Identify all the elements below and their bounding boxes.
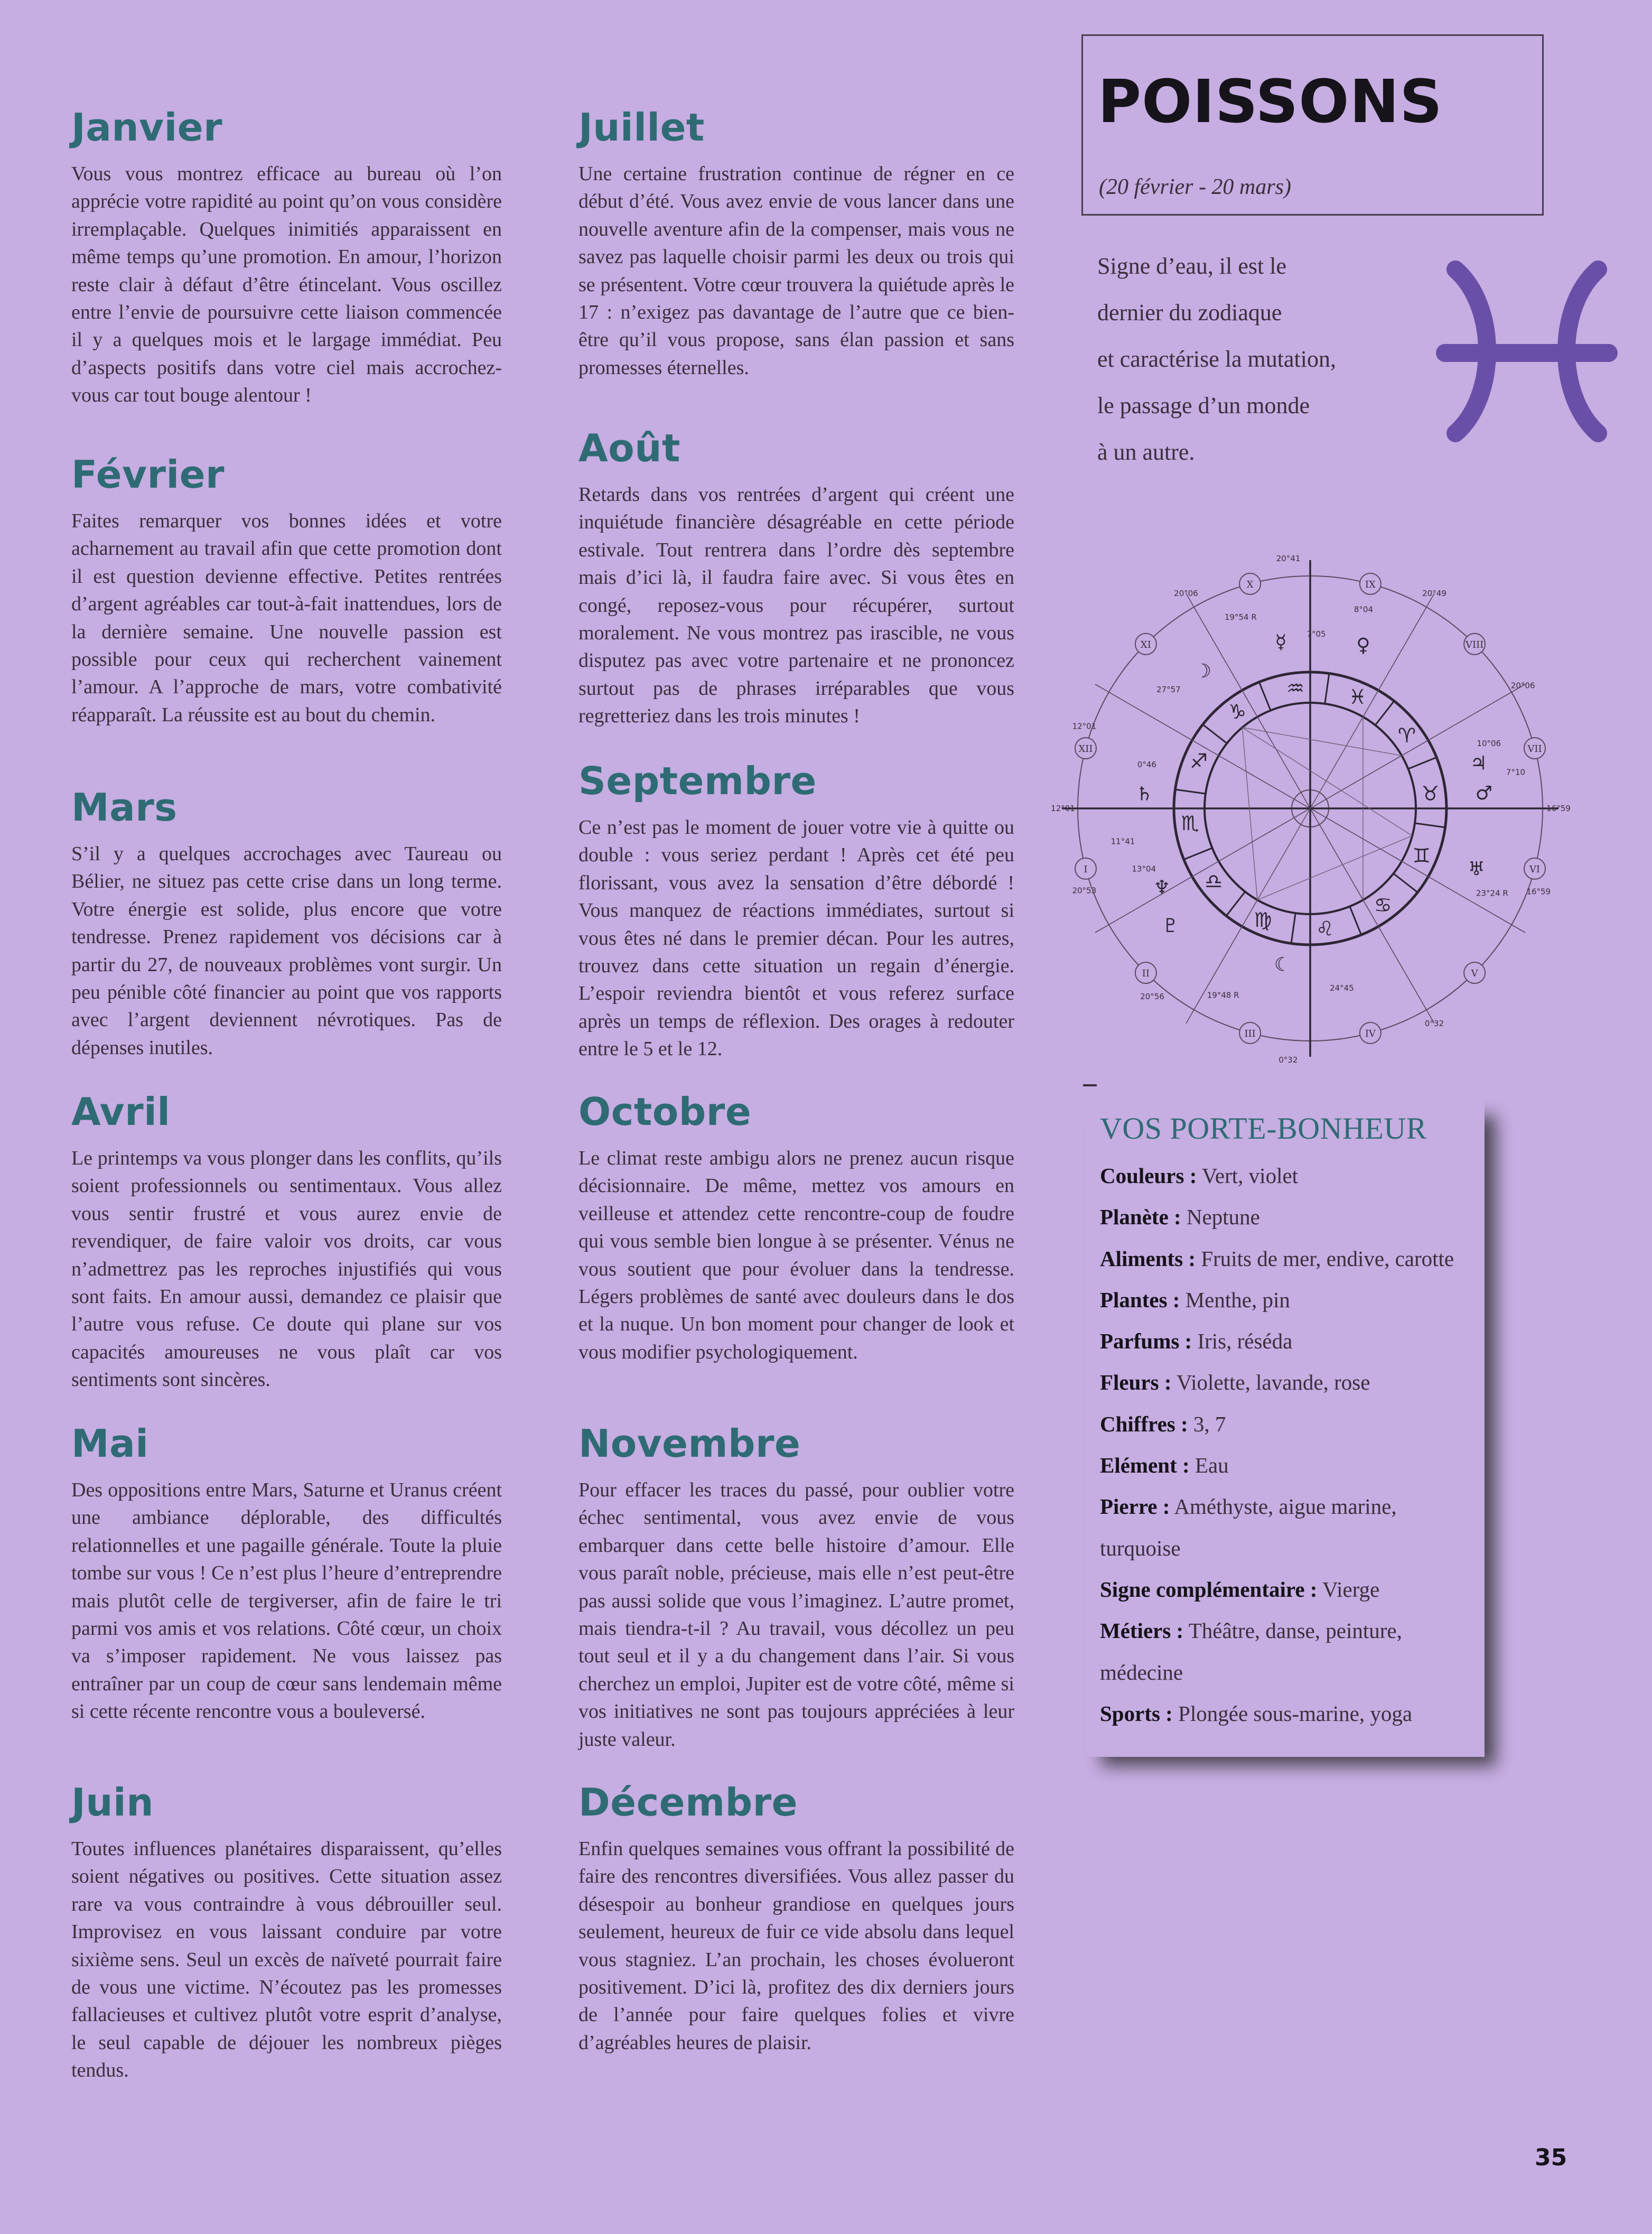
capricorn-icon: ♑	[1228, 700, 1247, 724]
month-title: Décembre	[578, 1780, 798, 1825]
degree-label: 8°04	[1354, 604, 1374, 615]
sign-divider	[1350, 906, 1361, 935]
degree-label: 10°06	[1477, 738, 1501, 748]
intro-line: et caractérise la mutation,	[1097, 346, 1336, 372]
house-number: VIII	[1465, 639, 1484, 650]
month-octobre	[578, 1090, 1014, 1366]
sign-divider	[1415, 823, 1445, 827]
degree-label: 12°01	[1051, 804, 1075, 813]
leo-icon: ♌	[1315, 917, 1334, 941]
month-text: Des oppositions entre Mars, Saturne et Uranus créent une ambiance déplorable, des difficultés relationnelles et une pagaille générale. Toute la pluie tombe sur vous ! Ce n’est plus l’heure d’entreprendre mais plutôt celle de tergiverser, afin de faire le tri parmi vos amis et vos relations. Côté cœur, un choix va s’imposer rapidement. Ne vous laissez pas entraîner par un coup de cœur sans lendemain même si cette récente rencontre vous a bouleversé.	[71, 1479, 502, 1723]
lucky-item	[1100, 1610, 1485, 1651]
month-text: Retards dans vos rentrées d’argent qui créent une inquiétude financière désagréable en cette période estivale. Tout rentrera dans l’ordre dès septembre mais d’ici là, il faudra faire avec. Si vous êtes en congé, reposez-vous pour récupérer, surtout moralement. Ne vous montrez pas irascible, ne vous disputez pas avec votre partenaire et ne prononcez surtout pas de phrases irréparables que vous regretteriez dans les trois minutes !	[578, 483, 1014, 728]
month-juillet	[578, 105, 1014, 381]
month-title: Février	[71, 452, 225, 497]
lucky-item-label: Couleurs :	[1100, 1163, 1197, 1188]
degree-label: 12°01	[1072, 721, 1097, 731]
taurus-icon: ♉	[1421, 782, 1440, 806]
lucky-item	[1100, 1362, 1485, 1403]
lucky-item	[1100, 1445, 1485, 1486]
aspect-line	[1257, 836, 1412, 900]
month-title: Mars	[71, 785, 178, 830]
lucky-item	[1100, 1279, 1485, 1320]
month-text: Pour effacer les traces du passé, pour oublier votre échec sentimental, vous avez envie de vous embarquer dans cette belle histoire d’amour. Elle vous paraît noble, précieuse, mais elle n’est peut-être pas aussi solide que vous l’imaginez. L’autre promet, mais tiendra-t-il ? Au travail, vous décollez un peu tout seul et il y a du changement dans l’air. Si vous cherchez un emploi, Jupiter est de votre côté, même si vos initiatives ne sont pas toujours appréciées à leur juste valeur.	[578, 1479, 1014, 1751]
intro-line: dernier du zodiaque	[1097, 300, 1282, 325]
sign-divider	[1394, 873, 1418, 892]
month-text: Toutes influences planétaires disparaissent, qu’elles soient négatives ou positives. Cette situation assez rare va vous contraindre à vous débrouiller seul. Improvisez en vous laissant conduire par votre sixième sens. Seul un excès de naïveté pourrait faire de vous une victime. N’écoutez pas les promesses fallacieuses et cultivez plutôt votre esprit d’analyse, le seul capable de déjouer les nombreux pièges tendus.	[71, 1838, 502, 2082]
month-avril	[71, 1090, 502, 1394]
sign-divider	[1203, 724, 1227, 743]
intro-line: le passage d’un monde	[1097, 393, 1310, 418]
lucky-list	[1100, 1155, 1485, 1734]
lucky-item-value: Vert, violet	[1197, 1163, 1299, 1188]
month-title: Avril	[71, 1090, 171, 1134]
lucky-item	[1100, 1403, 1485, 1445]
intro-line: Signe d’eau, il est le	[1097, 253, 1287, 279]
degree-label: 20°06	[1510, 681, 1535, 691]
lucky-item-label: Parfums :	[1100, 1329, 1192, 1354]
aries-icon: ♈	[1397, 724, 1416, 748]
divider-dash	[1083, 1084, 1097, 1086]
lucky-item-value: turquoise	[1100, 1535, 1181, 1560]
lucky-item-label: Fleurs :	[1100, 1370, 1172, 1395]
node-icon: ☾	[1274, 954, 1292, 976]
lucky-item-label: Métiers :	[1100, 1618, 1184, 1643]
lucky-item-value: Améthyste, aigue marine,	[1170, 1494, 1397, 1519]
degree-label: 19°48 R	[1207, 990, 1239, 1000]
lucky-item-label: Signe complémentaire :	[1100, 1577, 1318, 1602]
month-decembre	[578, 1780, 1014, 2056]
degree-label: 20°56	[1140, 992, 1164, 1002]
house-number: IV	[1365, 1028, 1376, 1040]
house-number: V	[1471, 968, 1478, 980]
aspect-line	[1242, 728, 1257, 900]
month-text: Vous vous montrez efficace au bureau où l’on apprécie votre rapidité au point qu’on vous considère irremplaçable. Quelques inimitiés apparaissent en même temps qu’une promotion. En amour, l’horizon reste clair à défaut d’être étincelant. Vous oscillez entre l’envie de poursuivre cette liaison commencée il y a quelques mois et le largage immédiat. Peu d’aspects positifs dans votre ciel mais accrochez-vous car tout bouge alentour !	[71, 163, 502, 407]
degree-label: 20°53	[1072, 886, 1097, 896]
month-title: Septembre	[578, 759, 817, 803]
lucky-item-value: Fruits de mer, endive, carotte	[1196, 1246, 1454, 1271]
degree-label: 13°04	[1132, 864, 1156, 874]
month-mai	[71, 1421, 502, 1726]
lucky-item	[1100, 1155, 1485, 1196]
house-number: VII	[1527, 743, 1542, 755]
mars-icon: ♂	[1475, 783, 1492, 805]
degree-label: 16°59	[1546, 804, 1571, 813]
month-fevrier	[71, 452, 502, 729]
lucky-item-label: Chiffres :	[1100, 1411, 1188, 1436]
sign-divider	[1325, 674, 1329, 704]
sign-divider	[1175, 789, 1206, 794]
lucky-item	[1100, 1528, 1485, 1569]
sign-divider	[1184, 848, 1212, 860]
degree-label: 24°45	[1330, 983, 1354, 993]
lucky-item-value: Vierge	[1317, 1577, 1380, 1602]
intro-line: à un autre.	[1097, 439, 1195, 465]
month-mars	[71, 785, 502, 1062]
month-aout	[578, 426, 1014, 730]
degree-label: 23°24 R	[1476, 888, 1508, 898]
degree-label: 20°49	[1422, 588, 1446, 598]
house-number: X	[1246, 579, 1254, 590]
aspect-line	[1242, 728, 1402, 756]
degree-label: 16°59	[1526, 887, 1551, 897]
lucky-item-value: Théâtre, danse, peinture,	[1183, 1618, 1402, 1643]
house-number: XI	[1140, 639, 1151, 650]
month-novembre	[578, 1421, 1014, 1753]
lucky-item-value: Eau	[1189, 1453, 1229, 1478]
month-title: Janvier	[71, 105, 223, 150]
gemini-icon: ♊	[1412, 844, 1431, 868]
month-septembre	[578, 759, 1014, 1063]
lucky-item-label: Aliments :	[1100, 1246, 1196, 1271]
moon-icon: ☽	[1194, 660, 1211, 682]
month-title: Juillet	[578, 105, 705, 150]
month-title: Juin	[71, 1780, 154, 1825]
month-text: Enfin quelques semaines vous offrant la possibilité de faire des rencontres diversifiées. Vous allez passer du désespoir au bonheur grandiose en quelques jours seulement, heureux de fuir ce vide absolu dans lequel vous stagniez. L’an prochain, les choses évolueront positivement. D’ici là, profitez des dix derniers jours de l’année pour faire quelques folies et vivre d’agréables heures de plaisir.	[578, 1838, 1014, 2054]
lucky-item-value: 3, 7	[1188, 1411, 1226, 1436]
virgo-icon: ♍	[1254, 908, 1272, 932]
lucky-item-value: Neptune	[1181, 1205, 1260, 1230]
degree-label: 0°32	[1278, 1055, 1298, 1065]
lucky-title: VOS PORTE-BONHEUR	[1100, 1111, 1427, 1146]
venus-icon: ♀	[1356, 634, 1370, 656]
house-number: II	[1142, 968, 1150, 980]
sign-divider	[1259, 682, 1271, 711]
sign-divider	[1408, 757, 1436, 769]
month-title: Août	[578, 426, 680, 470]
sign-divider	[1375, 701, 1394, 725]
month-title: Octobre	[578, 1090, 752, 1134]
house-number: VI	[1529, 863, 1541, 875]
month-text: Le climat reste ambigu alors ne prenez aucun risque décisionnaire. De même, mettez vos amours en veilleuse et attendez cette rencontre-coup de foudre qui vous semble bien longue à se présenter. Vénus ne vous soutient que pour évoluer dans la tendresse. Légers problèmes de santé avec douleurs dans le dos et la nuque. Un bon moment pour changer de look et vous modifier psychologiquement.	[578, 1147, 1014, 1363]
degree-label: 7°10	[1506, 767, 1526, 777]
lucky-item	[1100, 1693, 1485, 1734]
degree-label: 19°54 R	[1224, 612, 1257, 622]
mercury-icon: ☿	[1275, 631, 1287, 653]
house-number: XII	[1078, 743, 1093, 755]
degree-label: 11°41	[1110, 836, 1135, 846]
neptune-icon: ♆	[1153, 877, 1171, 899]
lucky-item	[1100, 1652, 1485, 1693]
sign-divider	[1226, 892, 1245, 916]
month-text: S’il y a quelques accrochages avec Taureau ou Bélier, ne situez pas cette crise dans un long terme. Votre énergie est solide, plus encore que votre tendresse. Prenez rapidement vos décisions car à partir du 27, de nouveaux problèmes vont surgir. Un peu pénible côté financier au point que vos rapports avec l’argent deviennent névrotiques. Pas de dépenses inutiles.	[71, 843, 502, 1059]
month-juin	[71, 1780, 502, 2084]
lucky-item-label: Planète :	[1100, 1205, 1181, 1230]
lucky-item	[1100, 1569, 1485, 1610]
uranus-icon: ♅	[1468, 858, 1485, 880]
sign-intro	[1097, 243, 1435, 476]
lucky-item-value: Plongée sous-marine, yoga	[1172, 1701, 1413, 1726]
lucky-item	[1100, 1238, 1485, 1279]
house-number: IX	[1365, 579, 1376, 590]
lucky-item-label: Elément :	[1100, 1453, 1190, 1478]
sign-title-box	[1081, 34, 1544, 216]
lucky-charms-box	[1086, 1099, 1485, 1757]
lucky-item-label: Plantes :	[1100, 1287, 1180, 1312]
lucky-item-value: Menthe, pin	[1180, 1287, 1290, 1312]
degree-label: 27°57	[1156, 685, 1181, 695]
cancer-icon: ♋	[1374, 893, 1392, 917]
sign-dates: (20 février - 20 mars)	[1099, 175, 1291, 199]
sagittarius-icon: ♐	[1190, 749, 1208, 773]
pluto-icon: ♇	[1162, 915, 1179, 937]
month-janvier	[71, 105, 502, 409]
lucky-item	[1100, 1486, 1485, 1527]
lucky-item-value: Iris, réséda	[1192, 1329, 1293, 1354]
lucky-item-label: Sports :	[1100, 1701, 1173, 1726]
month-title: Novembre	[578, 1421, 801, 1466]
month-title: Mai	[71, 1421, 149, 1466]
month-text: Faites remarquer vos bonnes idées et votre acharnement au travail afin que cette promotion dont il est question devienne effective. Petites rentrées d’argent agréables car tout-à-fait inattendues, lors de la dernière semaine. Une nouvelle passion est possible pour ceux qui recherchent vainement l’amour. A l’approche de mars, votre combativité réapparaît. La réussite est au bout du chemin.	[71, 510, 502, 726]
lucky-item	[1100, 1196, 1485, 1237]
sign-title: POISSONS	[1098, 68, 1443, 136]
degree-label: 20°06	[1174, 588, 1198, 598]
degree-label: 7°05	[1306, 629, 1326, 639]
aspect-line	[1242, 728, 1412, 836]
month-text: Le printemps va vous plonger dans les conflits, qu’ils soient professionnels ou sentimentaux. Vous allez vous sentir frustré et vous aurez envie de revendiquer, de faire valoir vos droits, car vous n’admettrez pas les reproches injustifiés qui vous sont faits. En amour aussi, demandez ce plaisir que l’autre vous refuse. Ce doute qui plane sur vos capacités amoureuses ne vous plaît car vos sentiments sont sincères.	[71, 1147, 502, 1391]
aquarius-icon: ♒	[1286, 676, 1305, 700]
pisces-icon: ♓	[1348, 685, 1367, 709]
libra-icon: ♎	[1205, 869, 1223, 893]
month-text: Ce n’est pas le moment de jouer votre vie à quitte ou double : vous seriez perdant ! Après cet été peu florissant, vous avez la sensation d’être débordé ! Vous manquez de réactions immédiates, surtout si vous êtes né dans le premier décan. Pour les autres, trouvez dans cette situation un regain d’énergie. L’espoir reviendra bientôt et vous referez surface après un temps de réflexion. Des orages à redouter entre le 5 et le 12.	[578, 816, 1014, 1060]
jupiter-icon: ♃	[1470, 752, 1487, 775]
page-number: 35	[1535, 2144, 1567, 2171]
house-number: III	[1244, 1028, 1256, 1040]
astrological-chart	[1046, 544, 1574, 1073]
pisces-icon	[1434, 259, 1619, 444]
scorpio-icon: ♏	[1181, 811, 1199, 835]
sign-divider	[1291, 913, 1295, 943]
degree-label: 20°41	[1276, 553, 1301, 563]
house-number: I	[1084, 863, 1088, 875]
lucky-item	[1100, 1320, 1485, 1362]
lucky-item-value: Violette, lavande, rose	[1171, 1370, 1370, 1395]
degree-label: 0°32	[1424, 1019, 1444, 1029]
lucky-item-value: médecine	[1100, 1660, 1183, 1684]
lucky-item-label: Pierre :	[1100, 1494, 1170, 1519]
month-text: Une certaine frustration continue de régner en ce début d’été. Vous avez envie de vous lancer dans une nouvelle aventure afin de la compenser, mais vous ne savez pas laquelle choisir parmi les deux ou trois qui se présentent. Votre cœur trouvera la quiétude après le 17 : n’exigez pas davantage de l’autre que ce bien-être qu’il vous propose, sans élan passion et sans promesses éternelles.	[578, 163, 1014, 379]
degree-label: 0°46	[1137, 760, 1156, 770]
saturn-icon: ♄	[1136, 783, 1153, 805]
